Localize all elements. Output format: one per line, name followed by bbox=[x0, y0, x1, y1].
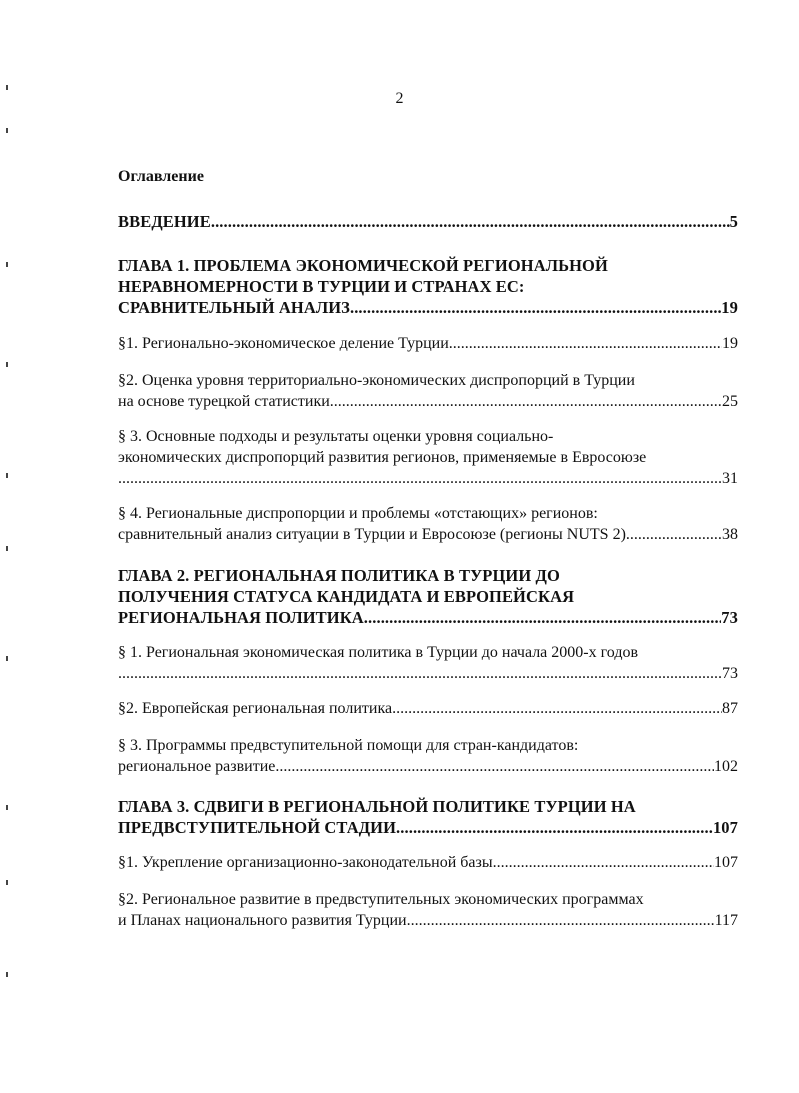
toc-page-number: 102 bbox=[714, 758, 738, 775]
leader-dots bbox=[350, 297, 721, 318]
scan-mark bbox=[6, 473, 8, 478]
toc-entry-1-2[interactable] bbox=[118, 370, 738, 412]
toc-page-number: 19 bbox=[722, 335, 738, 352]
toc-page-number: 25 bbox=[722, 393, 738, 410]
toc-entry-text: § 4. Региональные диспропорции и проблемы «отстающих» регионов: bbox=[118, 505, 598, 522]
toc-page-number: 87 bbox=[722, 700, 738, 717]
toc-entry-2-1[interactable] bbox=[118, 642, 738, 684]
leader-dots bbox=[275, 756, 714, 777]
leader-dots bbox=[118, 663, 722, 684]
toc-entry-chapter-3[interactable] bbox=[118, 796, 738, 838]
toc-entry-text: РЕГИОНАЛЬНАЯ ПОЛИТИКА bbox=[118, 608, 364, 627]
toc-entry-text: §2. Европейская региональная политика bbox=[118, 700, 393, 717]
toc-entry-text: экономических диспропорций развития регионов, применяемые в Евросоюзе bbox=[118, 449, 647, 466]
toc-entry-3-2[interactable] bbox=[118, 889, 738, 931]
toc-entry-text: §2. Оценка уровня территориально-экономических диспропорций в Турции bbox=[118, 372, 635, 389]
scan-mark bbox=[6, 656, 8, 661]
toc-entry-text: ГЛАВА 1. ПРОБЛЕМА ЭКОНОМИЧЕСКОЙ РЕГИОНАЛЬНОЙ bbox=[118, 256, 608, 275]
scan-mark bbox=[6, 972, 8, 977]
toc-page-number: 73 bbox=[721, 608, 738, 627]
toc-page-number: 5 bbox=[729, 212, 738, 231]
toc-entry-3-1[interactable] bbox=[118, 852, 738, 873]
toc-entry-text: ПРЕДВСТУПИТЕЛЬНОЙ СТАДИИ. bbox=[118, 818, 401, 837]
toc-entry-1-3[interactable] bbox=[118, 426, 738, 489]
toc-entry-2-2[interactable] bbox=[118, 698, 738, 719]
toc-entry-text: на основе турецкой статистики bbox=[118, 393, 330, 410]
toc-entry-1-1[interactable] bbox=[118, 333, 738, 354]
toc-entry-text: НЕРАВНОМЕРНОСТИ В ТУРЦИИ И СТРАНАХ ЕС: bbox=[118, 277, 525, 296]
page-number: 2 bbox=[395, 90, 404, 107]
leader-dots bbox=[364, 607, 722, 628]
toc-page-number: 73 bbox=[722, 665, 738, 682]
toc-page-number: 31 bbox=[722, 470, 738, 487]
toc-entry-chapter-2[interactable] bbox=[118, 565, 738, 628]
scan-mark bbox=[6, 262, 8, 267]
toc-entry-chapter-1[interactable] bbox=[118, 255, 738, 318]
leader-dots bbox=[449, 333, 722, 354]
scan-mark bbox=[6, 880, 8, 885]
toc-entry-text: ПОЛУЧЕНИЯ СТАТУСА КАНДИДАТА И ЕВРОПЕЙСКАЯ bbox=[118, 587, 575, 606]
leader-dots bbox=[330, 391, 722, 412]
leader-dots bbox=[118, 468, 722, 489]
leader-dots bbox=[626, 524, 722, 545]
toc-entry-text: ВВЕДЕНИЕ bbox=[118, 212, 211, 231]
scan-mark bbox=[6, 128, 8, 133]
toc-entry-text: СРАВНИТЕЛЬНЫЙ АНАЛИЗ bbox=[118, 298, 350, 317]
toc-entry-2-3[interactable] bbox=[118, 735, 738, 777]
toc-page-number: 38 bbox=[722, 526, 738, 543]
toc-title: Оглавление bbox=[118, 168, 204, 185]
toc-entry-text: § 3. Программы предвступительной помощи для стран-кандидатов: bbox=[118, 737, 579, 754]
toc-entry-text: и Планах национального развития Турции. bbox=[118, 912, 411, 929]
toc-entry-1-4[interactable] bbox=[118, 503, 738, 545]
scan-mark bbox=[6, 805, 8, 810]
scan-mark bbox=[6, 362, 8, 367]
toc-entry-text: §1. Регионально-экономическое деление Турции bbox=[118, 335, 449, 352]
toc-entry-text: § 1. Региональная экономическая политика в Турции до начала 2000-х годов bbox=[118, 644, 639, 661]
leader-dots bbox=[211, 211, 730, 232]
leader-dots bbox=[400, 817, 713, 838]
toc-entry-intro[interactable] bbox=[118, 211, 738, 232]
toc-entry-text: сравнительный анализ ситуации в Турции и Евросоюзе (регионы NUTS 2) bbox=[118, 526, 626, 543]
toc-page-number: 107 bbox=[714, 854, 738, 871]
leader-dots bbox=[493, 852, 714, 873]
scan-mark bbox=[6, 546, 8, 551]
toc-entry-text: §2. Региональное развитие в предвступительных экономических программах bbox=[118, 891, 644, 908]
toc-entry-text: ГЛАВА 2. РЕГИОНАЛЬНАЯ ПОЛИТИКА В ТУРЦИИ ДО bbox=[118, 566, 560, 585]
toc-page-number: 117 bbox=[714, 912, 738, 929]
leader-dots bbox=[411, 910, 715, 931]
toc-entry-text: §1. Укрепление организационно-законодательной базы bbox=[118, 854, 493, 871]
toc-entry-text: региональное развитие bbox=[118, 758, 276, 775]
toc-page-number: 19 bbox=[721, 298, 738, 317]
toc-page-number: 107 bbox=[712, 818, 738, 837]
leader-dots bbox=[392, 698, 722, 719]
toc-entry-text: ГЛАВА 3. СДВИГИ В РЕГИОНАЛЬНОЙ ПОЛИТИКЕ ТУРЦИИ НА bbox=[118, 797, 636, 816]
toc-entry-text: § 3. Основные подходы и результаты оценки уровня социально- bbox=[118, 428, 554, 445]
